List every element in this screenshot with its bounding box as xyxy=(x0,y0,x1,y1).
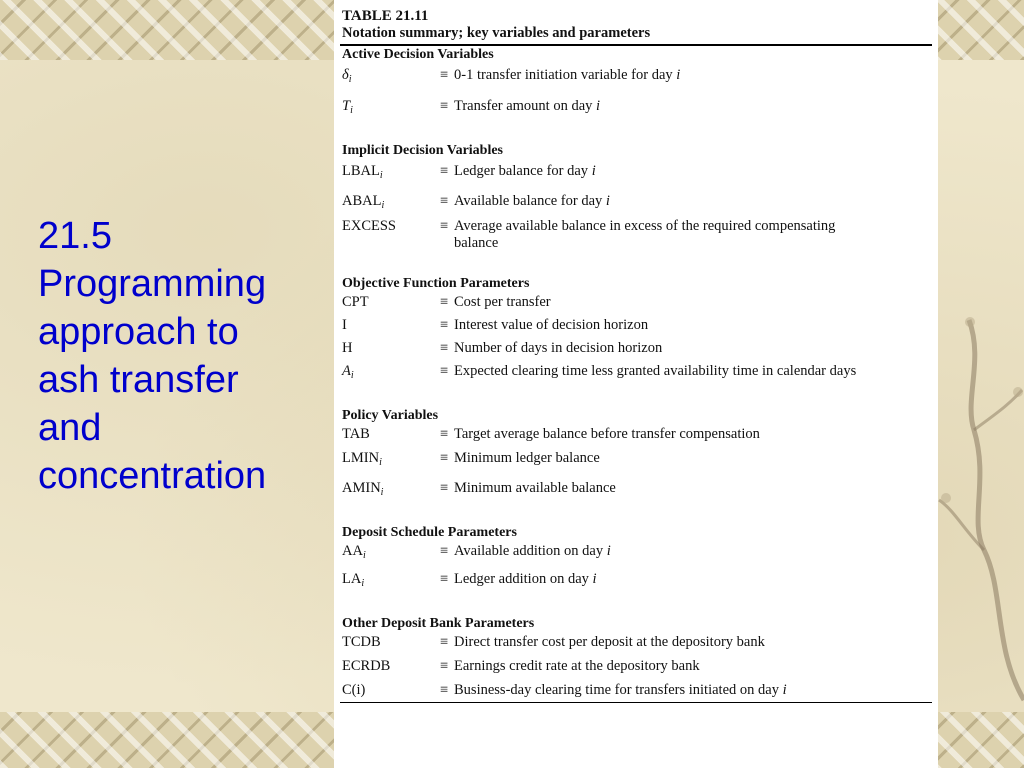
equivalence-symbol: ≡ xyxy=(440,67,449,83)
notation-definition xyxy=(454,67,932,88)
equivalence-symbol: ≡ xyxy=(440,682,449,698)
notation-symbol xyxy=(340,163,440,184)
notation-definition xyxy=(454,193,932,214)
symbol-text: TCDB xyxy=(342,634,381,650)
symbol-text: ECRDB xyxy=(342,658,391,674)
notation-definition xyxy=(454,294,932,311)
notation-symbol xyxy=(340,480,440,501)
symbol-subscript: i xyxy=(350,370,354,381)
definition-text: Available addition on day xyxy=(454,543,604,559)
definition-text: Ledger balance for day xyxy=(454,163,589,179)
definition-text: Number of days in decision horizon xyxy=(454,340,663,356)
symbol-subscript: i xyxy=(380,487,384,498)
section-heading: Active Decision Variables xyxy=(342,47,494,62)
definition-text: 0-1 transfer initiation variable for day xyxy=(454,67,673,83)
notation-row xyxy=(340,294,932,311)
symbol-text: AA xyxy=(342,543,363,559)
definition-variable: i xyxy=(782,682,787,698)
symbol-text: LA xyxy=(342,571,362,587)
definition-text: Earnings credit rate at the depository bank xyxy=(454,658,700,674)
symbol-text: C(i) xyxy=(342,682,366,698)
symbol-subscript: i xyxy=(381,200,385,211)
table-title: TABLE 21.11 xyxy=(342,8,429,24)
section-heading: Policy Variables xyxy=(342,408,439,423)
symbol-text: EXCESS xyxy=(342,218,396,234)
notation-definition xyxy=(454,163,932,184)
definition-text: Cost per transfer xyxy=(454,294,551,310)
table-subtitle: Notation summary; key variables and parameters xyxy=(342,25,651,41)
symbol-text: I xyxy=(342,317,347,333)
notation-row xyxy=(340,634,932,651)
notation-symbol xyxy=(340,317,440,334)
notation-definition xyxy=(454,571,932,592)
definition-text: Average available balance in excess of the required compensating xyxy=(454,218,836,234)
notation-definition xyxy=(454,98,932,119)
definition-text: Minimum available balance xyxy=(454,480,616,496)
notation-row xyxy=(340,67,932,88)
definition-text: Ledger addition on day xyxy=(454,571,589,587)
slide-title-line: 21.5 xyxy=(38,215,112,257)
symbol-text: CPT xyxy=(342,294,369,310)
notation-symbol xyxy=(340,426,440,443)
equivalence-symbol: ≡ xyxy=(440,294,449,310)
notation-row xyxy=(340,682,932,699)
symbol-text: δ xyxy=(342,67,349,83)
slide-title-line: approach to xyxy=(38,311,239,353)
notation-row xyxy=(340,218,932,252)
notation-definition xyxy=(454,450,932,471)
symbol-text: T xyxy=(342,98,351,114)
section-heading: Implicit Decision Variables xyxy=(342,143,504,158)
table-body xyxy=(340,47,932,699)
table-section xyxy=(340,276,932,384)
notation-definition xyxy=(454,317,932,334)
notation-row xyxy=(340,363,932,384)
equivalence-symbol: ≡ xyxy=(440,317,449,333)
definition-text: Direct transfer cost per deposit at the depository bank xyxy=(454,634,765,650)
table-section xyxy=(340,525,932,592)
notation-symbol xyxy=(340,294,440,311)
definition-text: Transfer amount on day xyxy=(454,98,593,114)
symbol-text: H xyxy=(342,340,353,356)
slide-title-line: Programming xyxy=(38,263,267,305)
notation-row xyxy=(340,98,932,119)
notation-definition xyxy=(454,340,932,357)
table-section xyxy=(340,616,932,699)
definition-text: Interest value of decision horizon xyxy=(454,317,649,333)
notation-definition xyxy=(454,682,932,699)
notation-row xyxy=(340,571,932,592)
equivalence-symbol: ≡ xyxy=(440,163,449,179)
symbol-text: AMIN xyxy=(342,480,381,496)
slide-title-line: ash transfer xyxy=(38,359,239,401)
equivalence-symbol: ≡ xyxy=(440,98,449,114)
notation-row xyxy=(340,480,932,501)
symbol-text: TAB xyxy=(342,426,370,442)
notation-definition xyxy=(454,218,932,252)
notation-symbol xyxy=(340,571,440,592)
table-section xyxy=(340,408,932,501)
slide-title xyxy=(38,212,328,500)
definition-continuation: balance xyxy=(454,235,499,251)
table-section xyxy=(340,47,932,119)
notation-symbol xyxy=(340,218,440,252)
equivalence-symbol: ≡ xyxy=(440,543,449,559)
symbol-subscript: i xyxy=(379,170,383,181)
slide-title-line: concentration xyxy=(38,455,267,497)
notation-row xyxy=(340,193,932,214)
notation-symbol xyxy=(340,682,440,699)
notation-definition xyxy=(454,426,932,443)
equivalence-symbol: ≡ xyxy=(440,658,449,674)
notation-definition xyxy=(454,658,932,675)
definition-text: Available balance for day xyxy=(454,193,603,209)
notation-symbol xyxy=(340,363,440,384)
definition-variable: i xyxy=(605,193,610,209)
definition-variable: i xyxy=(591,163,596,179)
symbol-subscript: i xyxy=(361,578,365,589)
definition-variable: i xyxy=(592,571,597,587)
notation-row xyxy=(340,340,932,357)
table-bottom-rule xyxy=(340,702,932,703)
equivalence-symbol: ≡ xyxy=(440,193,449,209)
section-heading: Other Deposit Bank Parameters xyxy=(342,616,535,631)
notation-definition xyxy=(454,634,932,651)
equivalence-symbol: ≡ xyxy=(440,340,449,356)
notation-row xyxy=(340,163,932,184)
section-heading: Objective Function Parameters xyxy=(342,276,530,291)
table-header xyxy=(340,0,932,42)
notation-row xyxy=(340,426,932,443)
notation-symbol xyxy=(340,450,440,471)
definition-text: Minimum ledger balance xyxy=(454,450,600,466)
notation-definition xyxy=(454,543,932,564)
notation-symbol xyxy=(340,340,440,357)
notation-table-panel xyxy=(334,0,938,768)
definition-text: Expected clearing time less granted availability time in calendar days xyxy=(454,363,857,379)
table-top-rule xyxy=(340,44,932,46)
definition-text: Business-day clearing time for transfers initiated on day xyxy=(454,682,779,698)
definition-variable: i xyxy=(676,67,681,83)
notation-row xyxy=(340,317,932,334)
symbol-subscript: i xyxy=(379,457,382,468)
equivalence-symbol: ≡ xyxy=(440,480,449,496)
equivalence-symbol: ≡ xyxy=(440,450,449,466)
equivalence-symbol: ≡ xyxy=(440,218,449,234)
table-section xyxy=(340,143,932,252)
symbol-text: LBAL xyxy=(342,163,380,179)
notation-definition xyxy=(454,363,932,384)
symbol-text: LMIN xyxy=(342,450,380,466)
equivalence-symbol: ≡ xyxy=(440,571,449,587)
equivalence-symbol: ≡ xyxy=(440,363,449,379)
notation-symbol xyxy=(340,543,440,564)
notation-definition xyxy=(454,480,932,501)
definition-variable: i xyxy=(606,543,611,559)
notation-row xyxy=(340,543,932,564)
section-heading: Deposit Schedule Parameters xyxy=(342,525,517,540)
symbol-text: ABAL xyxy=(342,193,382,209)
symbol-subscript: i xyxy=(350,105,353,116)
notation-symbol xyxy=(340,193,440,214)
equivalence-symbol: ≡ xyxy=(440,426,449,442)
notation-symbol xyxy=(340,67,440,88)
slide-title-line: and xyxy=(38,407,102,449)
notation-row xyxy=(340,658,932,675)
equivalence-symbol: ≡ xyxy=(440,634,449,650)
notation-row xyxy=(340,450,932,471)
plum-branch-decoration xyxy=(934,230,1024,710)
notation-symbol xyxy=(340,634,440,651)
symbol-subscript: i xyxy=(362,550,366,561)
symbol-text: A xyxy=(342,363,351,379)
symbol-subscript: i xyxy=(348,74,352,85)
notation-symbol xyxy=(340,658,440,675)
definition-text: Target average balance before transfer compensation xyxy=(454,426,760,442)
notation-symbol xyxy=(340,98,440,119)
definition-variable: i xyxy=(596,98,601,114)
